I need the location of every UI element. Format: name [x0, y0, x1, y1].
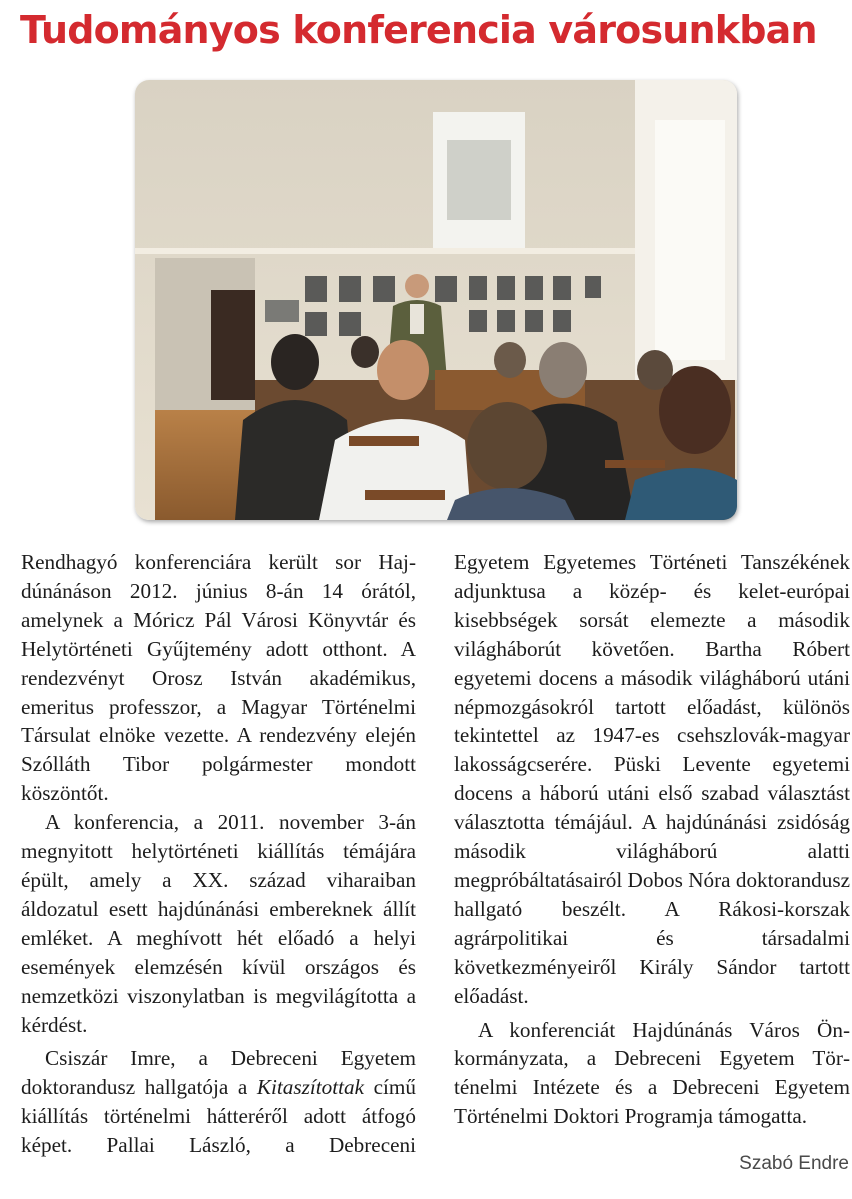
conference-photo	[135, 80, 737, 520]
article-paragraph-sponsors: A konferenciát Hajdúnánás Város Önkormányzata, a Debreceni Egyetem Történelmi Intézete és a Debreceni Egyetem Történelmi Doktori Programja támogatta.	[454, 1017, 850, 1129]
article-column-left	[21, 548, 416, 1160]
speakers-text-b-part1: című kiállítás történelmi hátteréről adott átfogó képet. Pallai László, a Debreceni	[21, 1075, 416, 1158]
article-paragraph-exhibition: A konferencia, a 2011. november 3-án megnyitott helytörténeti kiállítás témájára épült, amely a XX. század viharaiban áldozatul esett hajdúnánási embereknek állít emléket. A meghívott hét előadó a helyi események elemzésén kívül országos és nemzetközi viszonylatban is megvilágította a kérdést.	[21, 810, 416, 1037]
article-column-right	[454, 548, 850, 1131]
article-paragraph-speakers-cont: Egyetem Egyetemes Történeti Tanszékének adjunktusa a közép- és kelet-európai kisebbségek sorsát elemezte a második világháborút követően. Bartha Róbert egyetemi docens a második világháború utáni népmozgásokról tartott előadást, különös tekintettel az 1947-es csehszlovák-magyar lakosságcserére. Püski Levente egyetemi docens a háború utáni első szabad választást választotta témájául. A hajdúnánási zsidóság második világháború alatti megpróbáltatásairól Dobos Nóra doktorandusz hallgató beszélt. A Rákosi-korszak agrárpolitikai és társadalmi következményeiről Király Sándor tartott előadást.	[454, 550, 850, 1008]
conference-photo-icon	[135, 80, 737, 520]
speakers-text-a: Csiszár Imre, a Debreceni Egyetem doktorandusz hallgatója a	[21, 1046, 416, 1100]
article-title: Tudományos konferencia városunkban	[20, 8, 817, 52]
exhibition-title-italic: Kitaszítottak	[256, 1075, 365, 1100]
article-paragraph-speakers-start	[21, 1044, 416, 1160]
article-author: Szabó Endre	[739, 1153, 849, 1174]
article-paragraph-intro: Rendhagyó konferenciára került sor Hajdúnánáson 2012. június 8-án 14 órától, amelynek a Móricz Pál Városi Könyvtár és Helytörténeti Gyűjtemény adott otthont. A rendezvényt Orosz István akadémikus, emeritus professzor, a Magyar Történelmi Társulat elnöke vezette. A rendezvény elején Szólláth Tibor polgármester mondott köszöntőt.	[21, 550, 416, 806]
